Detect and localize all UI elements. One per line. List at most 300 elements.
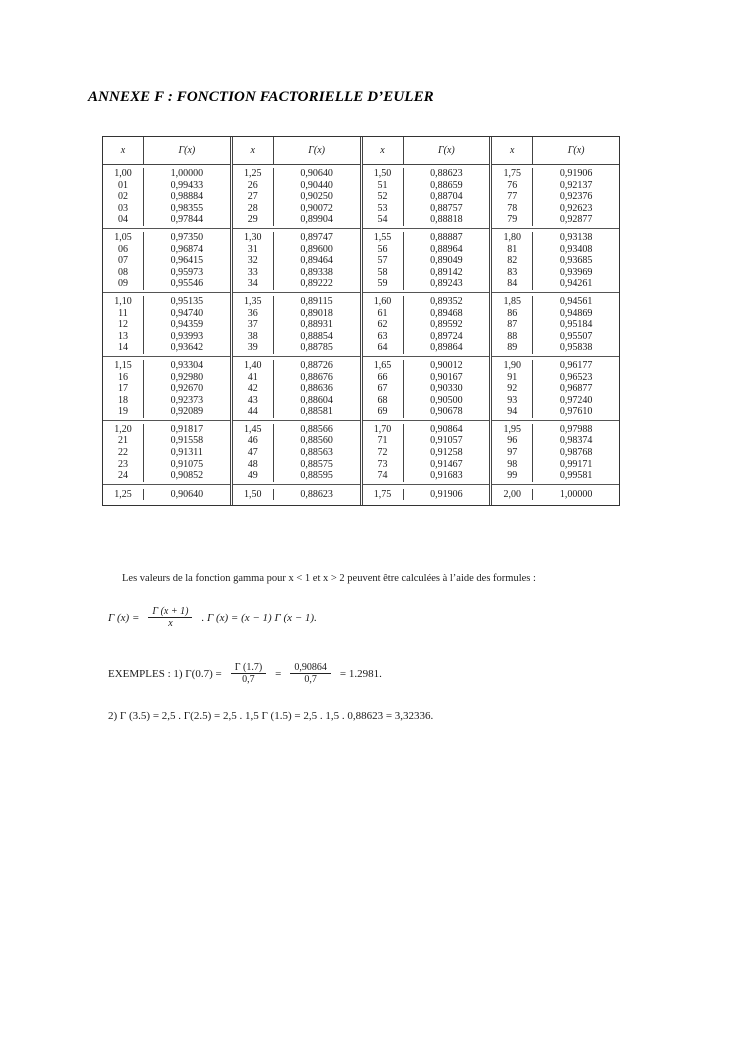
cell-gamma: 0,94869 <box>559 307 593 319</box>
table-column <box>103 137 230 505</box>
cell-gamma: 0,88623 <box>300 488 333 500</box>
table-row <box>492 331 619 343</box>
cell-x: 21 <box>103 435 144 447</box>
page-title: ANNEXE F : FONCTION FACTORIELLE D’EULER <box>88 89 434 105</box>
cell-x: 2,00 <box>492 489 533 501</box>
formula-numerator: Γ (x + 1) <box>148 606 192 618</box>
table-row <box>103 255 230 267</box>
table-row <box>233 308 360 320</box>
cell-x: 08 <box>103 267 144 279</box>
cell-x: 1,35 <box>233 296 274 308</box>
cell-x: 54 <box>363 214 404 226</box>
table-row <box>233 489 360 501</box>
cell-x: 23 <box>103 459 144 471</box>
row-group <box>233 229 360 293</box>
table-row <box>233 406 360 418</box>
cell-x: 34 <box>233 278 274 290</box>
cell-x: 1,50 <box>363 168 404 180</box>
table-row <box>363 383 490 395</box>
cell-gamma: 0,91906 <box>559 168 593 179</box>
cell-gamma: 0,91057 <box>430 435 463 447</box>
table-row <box>103 459 230 471</box>
table-row <box>233 319 360 331</box>
cell-gamma: 0,95973 <box>170 266 204 278</box>
row-group <box>492 421 619 485</box>
table-row <box>233 244 360 256</box>
example-1 <box>108 662 382 685</box>
table-row <box>363 372 490 384</box>
cell-x: 12 <box>103 319 144 331</box>
table-row <box>492 435 619 447</box>
cell-x: 04 <box>103 214 144 226</box>
cell-x: 1,65 <box>363 360 404 372</box>
cell-x: 1,85 <box>492 296 533 308</box>
cell-gamma: 0,89747 <box>300 231 333 243</box>
cell-gamma: 0,94740 <box>170 307 204 319</box>
table-row <box>492 308 619 320</box>
table-row <box>363 331 490 343</box>
cell-gamma: 0,88563 <box>300 447 333 459</box>
table-row <box>363 191 490 203</box>
header-gamma: Γ(x) <box>308 145 326 156</box>
table-row <box>363 447 490 459</box>
cell-gamma: 0,97988 <box>559 423 593 435</box>
table-row <box>492 232 619 244</box>
cell-gamma: 0,96415 <box>170 255 204 267</box>
row-group <box>363 357 490 421</box>
table-row <box>103 342 230 354</box>
table-row <box>363 489 490 501</box>
cell-gamma: 0,88581 <box>300 406 333 418</box>
cell-gamma: 0,91075 <box>170 458 204 470</box>
cell-gamma: 0,91817 <box>170 423 204 435</box>
example-1-result: = 1.2981. <box>339 667 382 680</box>
table-row <box>103 331 230 343</box>
cell-gamma: 0,94561 <box>559 295 593 307</box>
cell-gamma: 0,90012 <box>430 359 463 371</box>
formula-rest: . Γ (x) = (x − 1) Γ (x − 1). <box>201 611 317 624</box>
cell-x: 1,55 <box>363 232 404 244</box>
row-group <box>492 357 619 421</box>
cell-gamma: 0,92877 <box>559 214 593 226</box>
cell-gamma: 0,91467 <box>430 458 463 470</box>
cell-gamma: 0,90167 <box>430 371 463 383</box>
cell-x: 1,75 <box>492 168 533 180</box>
table-row <box>492 470 619 482</box>
cell-x: 46 <box>233 435 274 447</box>
table-row <box>103 470 230 482</box>
table-row <box>103 278 230 290</box>
cell-x: 69 <box>363 406 404 418</box>
table-row <box>492 203 619 215</box>
cell-x: 74 <box>363 470 404 482</box>
cell-x: 64 <box>363 342 404 354</box>
cell-gamma: 0,88854 <box>300 330 333 342</box>
cell-gamma: 0,88604 <box>300 394 333 406</box>
table-row <box>233 168 360 180</box>
cell-x: 1,80 <box>492 232 533 244</box>
cell-x: 88 <box>492 331 533 343</box>
cell-gamma: 0,89338 <box>300 266 333 278</box>
cell-gamma: 0,89592 <box>430 319 463 331</box>
cell-x: 81 <box>492 244 533 256</box>
table-row <box>233 203 360 215</box>
table-row <box>233 424 360 436</box>
cell-x: 16 <box>103 372 144 384</box>
column-header <box>492 137 619 165</box>
table-row <box>363 296 490 308</box>
row-group <box>103 165 230 229</box>
cell-x: 22 <box>103 447 144 459</box>
cell-x: 97 <box>492 447 533 459</box>
cell-x: 92 <box>492 383 533 395</box>
cell-gamma: 0,88676 <box>300 371 333 383</box>
table-column <box>489 137 619 505</box>
notes-section <box>108 572 628 586</box>
row-group <box>103 293 230 357</box>
cell-x: 87 <box>492 319 533 331</box>
cell-gamma: 0,95546 <box>170 278 204 290</box>
table-row <box>103 360 230 372</box>
column-header <box>233 137 360 165</box>
row-group <box>492 165 619 229</box>
cell-gamma: 0,88931 <box>300 319 333 331</box>
cell-x: 93 <box>492 395 533 407</box>
row-group <box>363 485 490 506</box>
cell-x: 1,05 <box>103 232 144 244</box>
cell-x: 59 <box>363 278 404 290</box>
table-row <box>492 447 619 459</box>
cell-x: 44 <box>233 406 274 418</box>
cell-gamma: 0,89018 <box>300 307 333 319</box>
table-row <box>103 244 230 256</box>
cell-x: 1,60 <box>363 296 404 308</box>
cell-gamma: 0,91258 <box>430 447 463 459</box>
cell-x: 57 <box>363 255 404 267</box>
cell-gamma: 0,89352 <box>430 295 463 307</box>
table-row <box>492 406 619 418</box>
cell-x: 14 <box>103 342 144 354</box>
table-row <box>103 435 230 447</box>
formula-denominator: x <box>168 618 173 629</box>
formula-fraction <box>148 606 192 629</box>
table-row <box>233 459 360 471</box>
table-row <box>103 214 230 226</box>
header-gamma: Γ(x) <box>178 145 196 156</box>
cell-gamma: 1,00000 <box>559 488 593 500</box>
row-group <box>103 357 230 421</box>
cell-x: 76 <box>492 180 533 192</box>
table-row <box>233 331 360 343</box>
cell-x: 53 <box>363 203 404 215</box>
cell-gamma: 0,92623 <box>559 202 593 214</box>
table-row <box>363 308 490 320</box>
cell-gamma: 0,99171 <box>559 458 593 470</box>
table-row <box>233 360 360 372</box>
cell-x: 99 <box>492 470 533 482</box>
cell-x: 82 <box>492 255 533 267</box>
cell-x: 29 <box>233 214 274 226</box>
cell-gamma: 0,90500 <box>430 394 463 406</box>
cell-gamma: 0,90678 <box>430 406 463 418</box>
cell-gamma: 0,97844 <box>170 214 204 226</box>
example-1-fraction-a <box>231 662 266 685</box>
row-group <box>492 229 619 293</box>
table-row <box>103 319 230 331</box>
cell-x: 38 <box>233 331 274 343</box>
table-row <box>363 214 490 226</box>
cell-gamma: 0,95507 <box>559 330 593 342</box>
cell-x: 03 <box>103 203 144 215</box>
cell-x: 62 <box>363 319 404 331</box>
cell-gamma: 0,96523 <box>559 371 593 383</box>
cell-x: 79 <box>492 214 533 226</box>
table-row <box>233 470 360 482</box>
table-row <box>492 489 619 501</box>
cell-gamma: 0,89115 <box>300 295 333 307</box>
table-row <box>103 267 230 279</box>
cell-gamma: 0,89222 <box>300 278 333 290</box>
table-row <box>233 342 360 354</box>
cell-gamma: 0,92089 <box>170 406 204 418</box>
cell-x: 1,50 <box>233 489 274 501</box>
cell-x: 1,90 <box>492 360 533 372</box>
cell-x: 1,15 <box>103 360 144 372</box>
cell-x: 32 <box>233 255 274 267</box>
cell-gamma: 0,94261 <box>559 278 593 290</box>
column-header <box>103 137 230 165</box>
column-header <box>363 137 490 165</box>
cell-gamma: 0,93993 <box>170 330 204 342</box>
table-row <box>363 470 490 482</box>
cell-gamma: 0,95838 <box>559 342 593 354</box>
row-group <box>363 229 490 293</box>
cell-gamma: 0,88887 <box>430 231 463 243</box>
cell-gamma: 0,97240 <box>559 394 593 406</box>
cell-x: 58 <box>363 267 404 279</box>
table-row <box>233 267 360 279</box>
cell-x: 1,00 <box>103 168 144 180</box>
cell-gamma: 0,97610 <box>559 406 593 418</box>
table-row <box>103 296 230 308</box>
table-row <box>492 168 619 180</box>
cell-gamma: 0,88595 <box>300 470 333 482</box>
cell-gamma: 0,88726 <box>300 359 333 371</box>
cell-gamma: 0,91558 <box>170 435 204 447</box>
recurrence-formula <box>108 606 317 629</box>
cell-gamma: 0,88575 <box>300 458 333 470</box>
table-row <box>363 267 490 279</box>
table-row <box>103 168 230 180</box>
row-group <box>363 293 490 357</box>
table-row <box>363 180 490 192</box>
cell-x: 37 <box>233 319 274 331</box>
header-x: x <box>492 137 533 164</box>
cell-x: 28 <box>233 203 274 215</box>
header-gamma: Γ(x) <box>567 145 585 156</box>
cell-gamma: 1,00000 <box>170 168 204 179</box>
cell-gamma: 0,89724 <box>430 330 463 342</box>
cell-gamma: 0,99433 <box>170 179 204 191</box>
table-row <box>492 180 619 192</box>
row-group <box>233 421 360 485</box>
cell-x: 07 <box>103 255 144 267</box>
example-1-fraction-b <box>290 662 331 685</box>
table-row <box>233 180 360 192</box>
row-group <box>233 357 360 421</box>
table-row <box>363 406 490 418</box>
cell-x: 78 <box>492 203 533 215</box>
table-row <box>233 232 360 244</box>
cell-x: 1,10 <box>103 296 144 308</box>
header-x: x <box>233 137 274 164</box>
cell-gamma: 0,88659 <box>430 179 463 191</box>
cell-x: 36 <box>233 308 274 320</box>
table-row <box>363 203 490 215</box>
table-row <box>492 372 619 384</box>
cell-x: 96 <box>492 435 533 447</box>
row-group <box>103 421 230 485</box>
example-1-denominator-b: 0,7 <box>304 674 317 685</box>
cell-gamma: 0,88566 <box>300 423 333 435</box>
cell-x: 1,20 <box>103 424 144 436</box>
cell-x: 09 <box>103 278 144 290</box>
cell-gamma: 0,89142 <box>430 266 463 278</box>
cell-gamma: 0,91311 <box>170 447 203 459</box>
example-1-denominator-a: 0,7 <box>242 674 255 685</box>
table-row <box>363 424 490 436</box>
cell-gamma: 0,92137 <box>559 179 593 191</box>
table-column <box>360 137 490 505</box>
cell-x: 73 <box>363 459 404 471</box>
cell-x: 52 <box>363 191 404 203</box>
example-1-equals: = <box>275 667 282 680</box>
cell-x: 1,40 <box>233 360 274 372</box>
cell-gamma: 0,90864 <box>430 423 463 435</box>
table-row <box>103 203 230 215</box>
row-group <box>363 421 490 485</box>
cell-x: 68 <box>363 395 404 407</box>
table-row <box>363 459 490 471</box>
cell-gamma: 0,94359 <box>170 319 204 331</box>
table-row <box>233 255 360 267</box>
cell-gamma: 0,93138 <box>559 231 593 243</box>
table-row <box>492 424 619 436</box>
cell-gamma: 0,95135 <box>170 295 204 307</box>
table-row <box>233 395 360 407</box>
table-row <box>492 360 619 372</box>
table-row <box>492 342 619 354</box>
table-row <box>233 278 360 290</box>
header-x: x <box>363 137 404 164</box>
cell-x: 31 <box>233 244 274 256</box>
cell-gamma: 0,89600 <box>300 243 333 255</box>
cell-gamma: 0,89864 <box>430 342 463 354</box>
cell-x: 17 <box>103 383 144 395</box>
row-group <box>492 293 619 357</box>
table-row <box>363 168 490 180</box>
table-row <box>103 308 230 320</box>
cell-gamma: 0,90072 <box>300 202 333 214</box>
cell-x: 43 <box>233 395 274 407</box>
row-group <box>103 485 230 506</box>
row-group <box>492 485 619 506</box>
table-row <box>103 383 230 395</box>
cell-x: 1,25 <box>103 489 144 501</box>
example-1-numerator-b: 0,90864 <box>290 662 331 674</box>
cell-gamma: 0,88964 <box>430 243 463 255</box>
cell-gamma: 0,93408 <box>559 243 593 255</box>
cell-x: 48 <box>233 459 274 471</box>
cell-gamma: 0,93969 <box>559 266 593 278</box>
cell-gamma: 0,89904 <box>300 214 333 226</box>
cell-gamma: 0,89464 <box>300 255 333 267</box>
cell-x: 86 <box>492 308 533 320</box>
cell-gamma: 0,88623 <box>430 168 463 179</box>
cell-x: 89 <box>492 342 533 354</box>
cell-gamma: 0,93304 <box>170 359 204 371</box>
table-row <box>492 459 619 471</box>
table-column <box>230 137 360 505</box>
cell-gamma: 0,98374 <box>559 435 593 447</box>
table-row <box>103 232 230 244</box>
cell-gamma: 0,96877 <box>559 383 593 395</box>
table-row <box>492 267 619 279</box>
table-row <box>363 244 490 256</box>
cell-x: 67 <box>363 383 404 395</box>
table-row <box>492 395 619 407</box>
cell-x: 11 <box>103 308 144 320</box>
cell-gamma: 0,93685 <box>559 255 593 267</box>
table-row <box>492 278 619 290</box>
cell-x: 24 <box>103 470 144 482</box>
table-row <box>492 383 619 395</box>
example-1-numerator-a: Γ (1.7) <box>231 662 266 674</box>
cell-gamma: 0,91906 <box>430 488 463 500</box>
cell-x: 13 <box>103 331 144 343</box>
cell-x: 61 <box>363 308 404 320</box>
table-row <box>363 342 490 354</box>
cell-gamma: 0,97350 <box>170 231 204 243</box>
cell-gamma: 0,92376 <box>559 191 593 203</box>
table-row <box>103 447 230 459</box>
table-row <box>492 255 619 267</box>
table-row <box>492 296 619 308</box>
cell-gamma: 0,88560 <box>300 435 333 447</box>
cell-x: 84 <box>492 278 533 290</box>
table-row <box>492 191 619 203</box>
cell-x: 91 <box>492 372 533 384</box>
table-row <box>233 296 360 308</box>
cell-x: 1,70 <box>363 424 404 436</box>
cell-x: 47 <box>233 447 274 459</box>
header-x: x <box>103 137 144 164</box>
cell-x: 63 <box>363 331 404 343</box>
table-row <box>363 435 490 447</box>
cell-x: 1,30 <box>233 232 274 244</box>
gamma-function-table <box>102 136 620 506</box>
cell-gamma: 0,89049 <box>430 255 463 267</box>
cell-gamma: 0,92980 <box>170 371 204 383</box>
table-row <box>103 372 230 384</box>
cell-x: 72 <box>363 447 404 459</box>
table-row <box>363 360 490 372</box>
cell-gamma: 0,89468 <box>430 307 463 319</box>
table-row <box>103 424 230 436</box>
cell-gamma: 0,90640 <box>300 168 333 179</box>
table-row <box>233 447 360 459</box>
table-row <box>363 278 490 290</box>
